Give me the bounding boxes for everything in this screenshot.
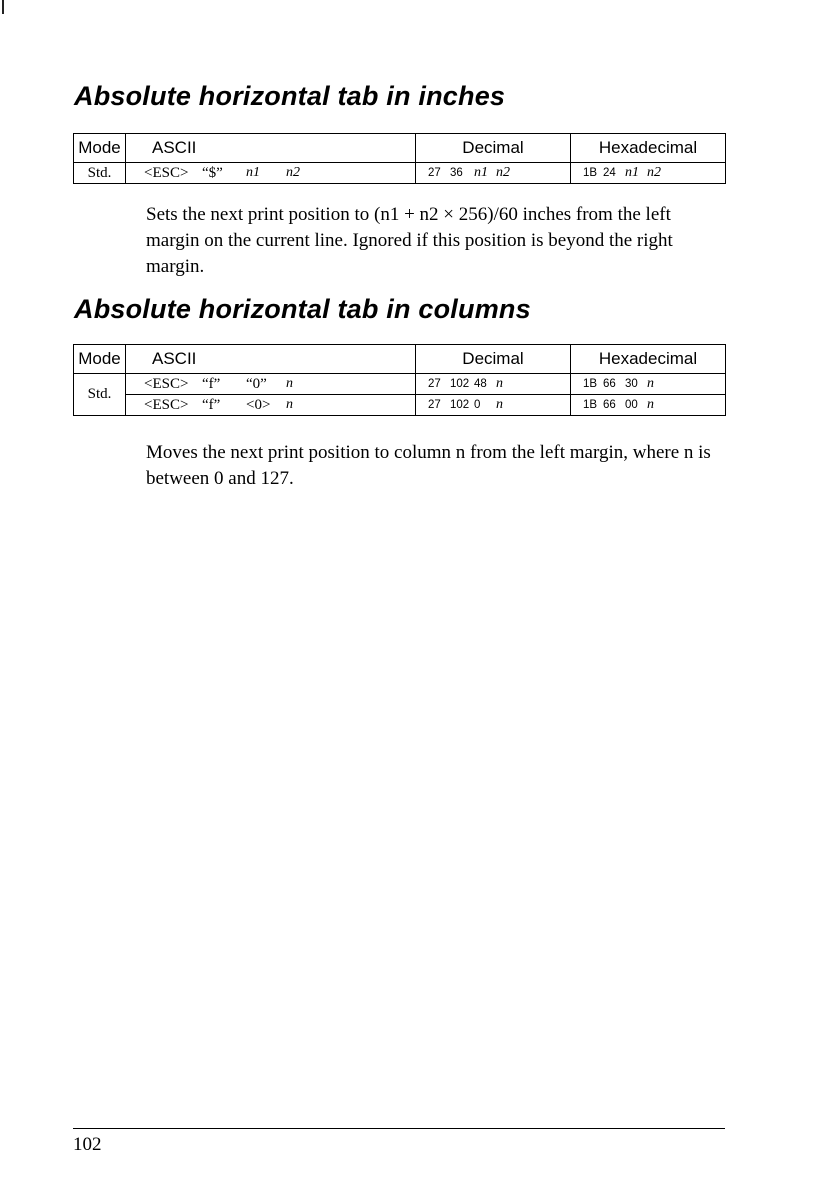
command-table-columns: [73, 344, 726, 416]
header-hexadecimal: Hexadecimal: [571, 134, 726, 163]
hex-cell: [571, 163, 726, 184]
ascii-token: <0>: [246, 396, 271, 413]
decimal-token: 48: [474, 378, 487, 390]
table-header-row: [74, 134, 726, 163]
decimal-token: 102: [450, 399, 470, 411]
decimal-cell: [416, 395, 571, 416]
header-ascii: ASCII: [126, 345, 416, 374]
hex-token: n2: [647, 165, 661, 180]
page-number: 102: [73, 1134, 102, 1155]
hex-token: n: [647, 376, 654, 391]
ascii-token: “0”: [246, 375, 267, 392]
command-table-inches: [73, 133, 726, 184]
ascii-token: “f”: [202, 375, 221, 392]
mode-cell: Std.: [74, 374, 126, 416]
header-mode: Mode: [74, 134, 126, 163]
mode-cell: Std.: [74, 163, 126, 184]
footer-rule: [73, 1128, 725, 1129]
description-inches: Sets the next print position to (n1 + n2 × 256)/60 inches from the left margin on the current line. Ignored if this position is beyond the right margin.: [146, 204, 673, 277]
decimal-token: 27: [428, 378, 441, 390]
table-row: [74, 163, 726, 184]
decimal-token: n2: [496, 165, 510, 180]
table-row: [74, 374, 726, 395]
ascii-token: n: [286, 397, 293, 412]
header-decimal: Decimal: [416, 134, 571, 163]
ascii-token: <ESC>: [144, 164, 189, 181]
decimal-token: 102: [450, 378, 470, 390]
decimal-token: 27: [428, 167, 441, 179]
decimal-token: n: [496, 397, 503, 412]
ascii-token: n1: [246, 165, 260, 180]
decimal-token: 0: [474, 399, 481, 411]
header-decimal: Decimal: [416, 345, 571, 374]
ascii-token: <ESC>: [144, 396, 189, 413]
ascii-cell: [126, 163, 416, 184]
decimal-cell: [416, 374, 571, 395]
description-columns: Moves the next print position to column n from the left margin, where n is between 0 and 127.: [146, 442, 711, 489]
decimal-cell: [416, 163, 571, 184]
ascii-token: “$”: [202, 164, 223, 181]
ascii-cell: [126, 374, 416, 395]
hex-token: 66: [603, 399, 616, 411]
ascii-token: “f”: [202, 396, 221, 413]
table-header-row: [74, 345, 726, 374]
decimal-token: n1: [474, 165, 488, 180]
hex-cell: [571, 395, 726, 416]
header-ascii: ASCII: [126, 134, 416, 163]
hex-cell: [571, 374, 726, 395]
hex-token: 1B: [583, 167, 598, 179]
ascii-cell: [126, 395, 416, 416]
header-hexadecimal: Hexadecimal: [571, 345, 726, 374]
hex-token: n1: [625, 165, 639, 180]
scan-edge-mark: [2, 0, 4, 14]
hex-token: 66: [603, 378, 616, 390]
hex-token: n: [647, 397, 654, 412]
ascii-token: n2: [286, 165, 300, 180]
table-row: [74, 395, 726, 416]
decimal-token: 36: [450, 167, 463, 179]
decimal-token: n: [496, 376, 503, 391]
hex-token: 1B: [583, 399, 598, 411]
hex-token: 30: [625, 378, 638, 390]
section-heading-columns: Absolute horizontal tab in columns: [74, 294, 531, 324]
hex-token: 1B: [583, 378, 598, 390]
ascii-token: n: [286, 376, 293, 391]
hex-token: 24: [603, 167, 616, 179]
decimal-token: 27: [428, 399, 441, 411]
section-heading-inches: Absolute horizontal tab in inches: [74, 81, 506, 111]
header-mode: Mode: [74, 345, 126, 374]
ascii-token: <ESC>: [144, 375, 189, 392]
hex-token: 00: [625, 399, 638, 411]
